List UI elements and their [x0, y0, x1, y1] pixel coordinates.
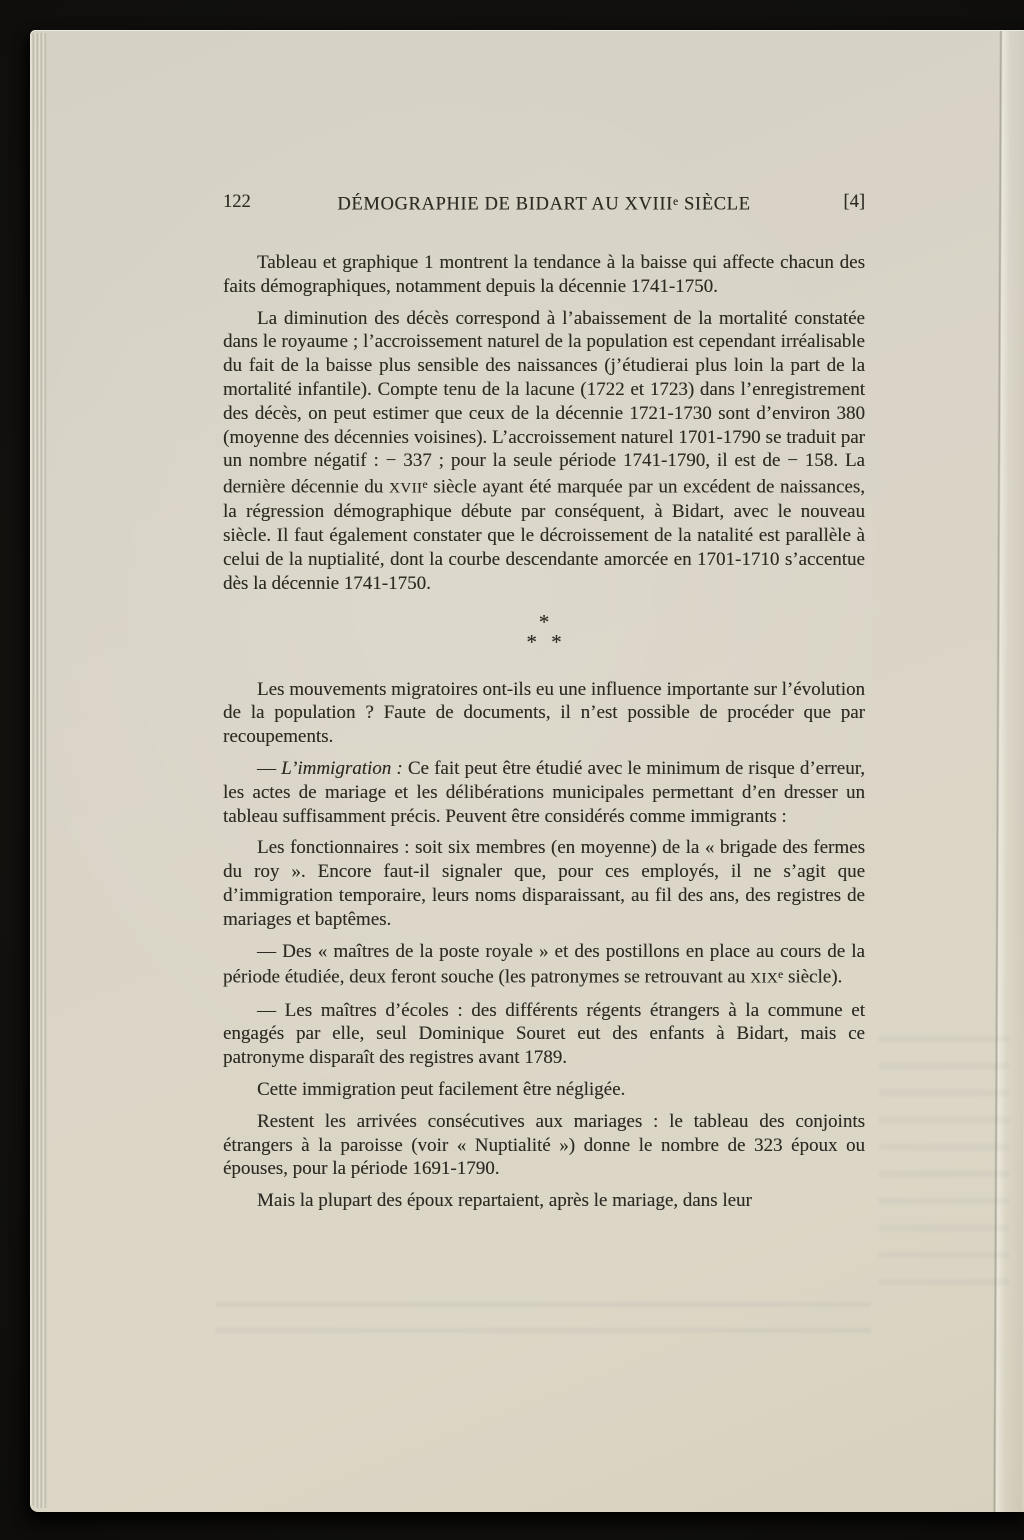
- paragraph-text: Les fonctionnaires : soit six membres (en moyenne) de la « brigade des fermes du roy ». Encore faut-il signaler que, pour ces employés, il ne s’agit que d’immigration temporaire, leurs noms disparaissant, au fil des ans, des registres de mariages et baptêmes.: [223, 837, 865, 930]
- italic-run-head: L’immigration :: [281, 758, 403, 780]
- running-title-superscript: e: [672, 196, 679, 208]
- header-bracket-ref: [4]: [843, 192, 865, 212]
- paragraph-text: — Des « maîtres de la poste royale » et des postillons en place au cours de la période étudiée, deux feront souche (les patronymes se retrouvant au: [223, 940, 865, 988]
- paragraph-text: Ce fait peut être étudié avec le minimum de risque d’erreur, les actes de mariage et les délibérations municipales permettant d’en dresser un tableau suffisamment précis. Peuvent être considérés comme immigrants :: [223, 758, 866, 827]
- paragraph: [223, 1078, 865, 1102]
- smallcaps-century: XVII: [389, 479, 423, 497]
- reverse-side-bleedthrough: [216, 1293, 871, 1353]
- paragraph-text: Les mouvements migratoires ont-ils eu une influence importante sur l’évolution de la population ? Faute de documents, il n’est possible de procéder que par recoupements.: [223, 678, 865, 748]
- century-superscript: e: [777, 968, 784, 982]
- paragraph-text: siècle).: [783, 966, 843, 988]
- asterism-star-top: *: [538, 609, 550, 634]
- smallcaps-century: XIX: [750, 969, 778, 987]
- paragraph-text: Mais la plupart des époux repartaient, après le mariage, dans leur: [257, 1190, 752, 1212]
- paragraph-text: Tableau et graphique 1 montrent la tendance à la baisse qui affecte chacun des faits démographiques, notamment depuis la décennie 1741-1750.: [223, 252, 865, 297]
- paragraph-text: Cette immigration peut facilement être négligée.: [257, 1079, 626, 1101]
- running-title-rest: SIÈCLE: [678, 194, 751, 215]
- running-title: [337, 191, 750, 217]
- paragraph-text: —: [257, 758, 282, 780]
- asterism-stars-bottom: * *: [526, 629, 562, 654]
- page-edge-stack: [31, 33, 47, 1508]
- paragraph: [223, 940, 865, 991]
- text-block: [223, 191, 865, 1213]
- paragraph: [223, 999, 865, 1070]
- section-separator-asterism: [223, 609, 865, 654]
- paragraph: [223, 251, 865, 299]
- paragraph-text: — Les maîtres d’écoles : des différents régents étrangers à la commune et engagés par elle, seul Dominique Souret eut des enfants à Bidart, mais ce patronyme disparaît des registres avant 1789.: [223, 999, 865, 1069]
- paragraph: [223, 1189, 865, 1213]
- paragraph: [223, 1110, 865, 1181]
- page-number: 122: [223, 192, 251, 212]
- paragraph-text: La diminution des décès correspond à l’abaissement de la mortalité constatée dans le royaume ; l’accroissement naturel de la population est cependant irréalisable du fait de la baisse plus sensible des naissances (j’étudierai plus loin la part de la mortalité infantile). Compte tenu de la lacune (1722 et 1723) dans l’enregistrement des décès, on peut estimer que ceux de la décennie 1721-1730 sont d’environ 380 (moyenne des décennies voisines). L’accroissement naturel 1701-1790 se traduit par un nombre négatif : − 337 ; pour la seule période 1741-1790, il est de − 158. La dernière décennie du: [223, 307, 865, 498]
- paragraph: [223, 836, 865, 931]
- paragraph-text: siècle ayant été marquée par un excédent de naissances, la régression démographique débute par conséquent, à Bidart, avec le nouveau siècle. Il faut également constater que le décroissement de la natalité est parallèle à celui de la nuptialité, dont la courbe descendante amorcée en 1701-1710 s’accentue dès la décennie 1741-1750.: [223, 476, 865, 594]
- book-page: [30, 30, 1024, 1512]
- century-superscript: e: [422, 478, 428, 492]
- paragraph-text: Restent les arrivées consécutives aux mariages : le tableau des conjoints étrangers à la paroisse (voir « Nuptialité ») donne le nombre de 323 époux ou épouses, pour la période 1691-1790.: [223, 1110, 865, 1180]
- paragraph: [223, 307, 865, 596]
- paragraph: [223, 757, 865, 828]
- running-title-main: DÉMOGRAPHIE DE BIDART AU XVIII: [337, 194, 673, 215]
- reverse-side-bleedthrough: [879, 1036, 1009, 1301]
- page-header: [223, 191, 865, 213]
- paragraph: [223, 678, 865, 749]
